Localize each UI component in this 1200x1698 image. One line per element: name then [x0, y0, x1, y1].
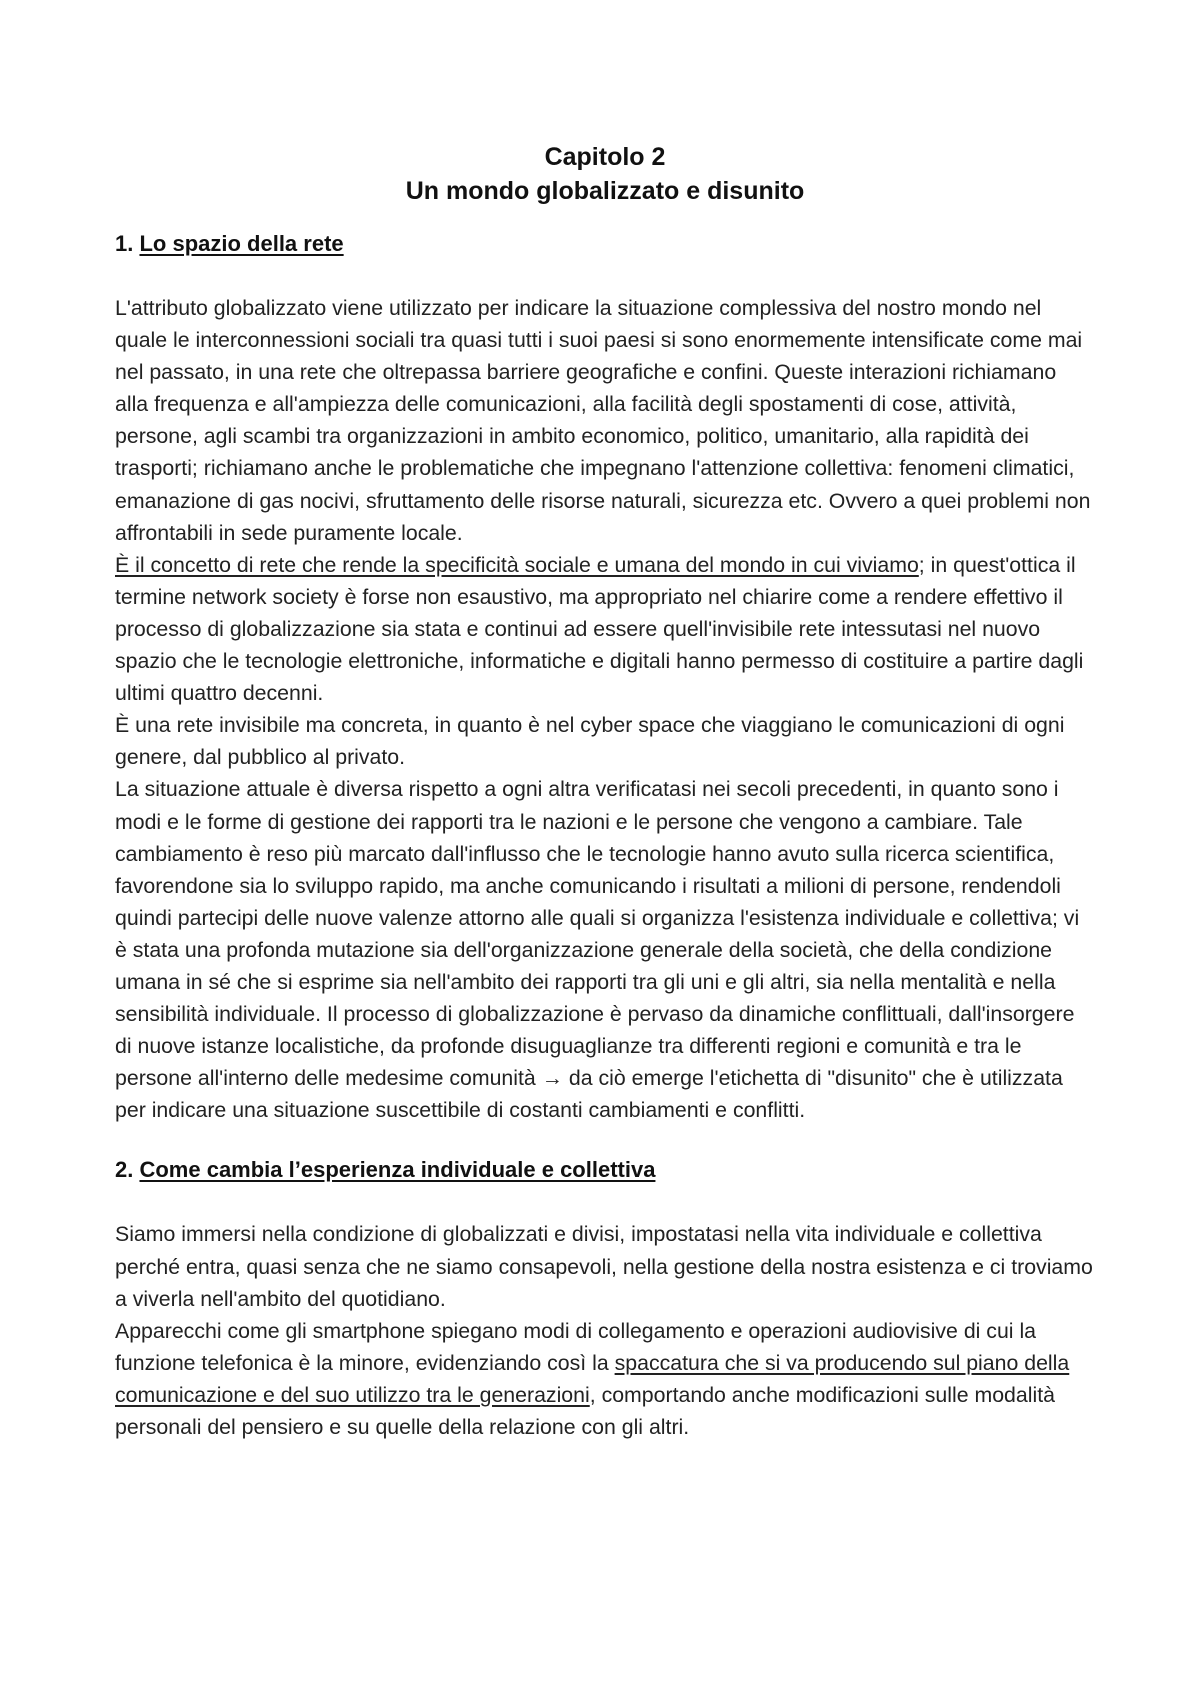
section-2-number: 2. [115, 1157, 140, 1183]
spacer [115, 260, 1095, 292]
section-2-paragraph-2 [115, 1315, 1095, 1443]
section-1-paragraph-4-main: La situazione attuale è diversa rispetto a ogni altra verificatasi nei secoli precedenti, in quanto sono i modi e le forme di gestione dei rapporti tra le nazioni e le persone che vengono a cambiare. Tale cambiamento è reso più marcato dall'influsso che le tecnologie hanno avuto sulla ricerca scientifica, favorendone sia lo sviluppo rapido, ma anche comunicando i risultati a milioni di persone, rendendoli quindi partecipi delle nuove valenze attorno alle quali si organizza l'esistenza individuale e collettiva; vi è stata una profonda mutazione sia dell'organizzazione generale della società, che della condizione umana in sé che si esprime sia nell'ambito dei rapporti tra gli uni e gli altri, sia nella mentalità e nella sensibilità individuale. Il processo di globalizzazione è pervaso da dinamiche conflittuali, dall'insorgere di nuove istanze localistiche, da profonde disuguaglianze tra differenti regioni e comunità e tra le persone all'interno delle medesime comunità [115, 777, 1080, 1091]
section-2-title: Come cambia l’esperienza individuale e collettiva [139, 1157, 656, 1183]
section-1-heading [115, 228, 1095, 260]
spacer [115, 1186, 1095, 1218]
section-1-paragraph-1: L'attributo globalizzato viene utilizzato per indicare la situazione complessiva del nostro mondo nel quale le interconnessioni sociali tra quasi tutti i suoi paesi si sono enormemente intensificate come mai nel passato, in una rete che oltrepassa barriere geografiche e confini. Queste interazioni richiamano alla frequenza e all'ampiezza delle comunicazioni, alla facilità degli spostamenti di cose, attività, persone, agli scambi tra organizzazioni in ambito economico, politico, umanitario, alla rapidità dei trasporti; richiamano anche le problematiche che impegnano l'attenzione collettiva: fenomeni climatici, emanazione di gas nocivi, sfruttamento delle risorse naturali, sicurezza etc. Ovvero a quei problemi non affrontabili in sede puramente locale. [115, 296, 1091, 545]
section-1-paragraph-4-end: da ciò emerge l'etichetta di "disunito" che è utilizzata per indicare una situazione suscettibile di costanti cambiamenti e conflitti. [115, 1066, 1063, 1123]
section-1-paragraph-3: È una rete invisibile ma concreta, in quanto è nel cyber space che viaggiano le comunicazioni di ogni genere, dal pubblico al privato. [115, 713, 1065, 770]
section-1-paragraph-4 [115, 773, 1095, 1126]
document-content [115, 140, 1095, 1443]
section-2-paragraph-2-end: , comportando anche modificazioni sulle modalità personali del pensiero e su quelle della relazione con gli altri. [115, 1382, 1055, 1439]
section-1-number: 1. [115, 231, 140, 256]
section-2-paragraph-1: Siamo immersi nella condizione di globalizzati e divisi, impostatasi nella vita individuale e collettiva perché entra, quasi senza che ne siamo consapevoli, nella gestione della nostra esistenza e ci troviamo a viverla nell'ambito del quotidiano. [115, 1222, 1093, 1311]
chapter-title: Capitolo 2 [544, 143, 666, 171]
right-arrow-icon: → [541, 1066, 563, 1091]
section-2-heading [115, 1154, 1095, 1186]
section-1-paragraph-2-underlined: È il concetto di rete che rende la specificità sociale e umana del mondo in cui viviamo [115, 552, 919, 577]
section-2-paragraph-2-underlined: spaccatura che si va producendo sul piano della comunicazione e del suo utilizzo tra le generazioni [115, 1350, 1070, 1407]
section-1-paragraph-2-rest: ; in quest'ottica il termine network society è forse non esaustivo, ma appropriato nel chiarire come a rendere effettivo il processo di globalizzazione sia stata e continui ad essere quell'invisibile rete intessutasi nel nuovo spazio che le tecnologie elettroniche, informatiche e digitali hanno permesso di costituire a partire dagli ultimi quattro decenni. [115, 552, 1084, 706]
section-2-paragraph-2-start: Apparecchi come gli smartphone spiegano modi di collegamento e operazioni audiovisive di cui la funzione telefonica è la minore, evidenziando così la [115, 1318, 1037, 1375]
chapter-subtitle: Un mondo globalizzato e disunito [405, 177, 805, 205]
section-1-paragraph-2 [115, 549, 1095, 709]
section-1-title: Lo spazio della rete [139, 231, 344, 256]
